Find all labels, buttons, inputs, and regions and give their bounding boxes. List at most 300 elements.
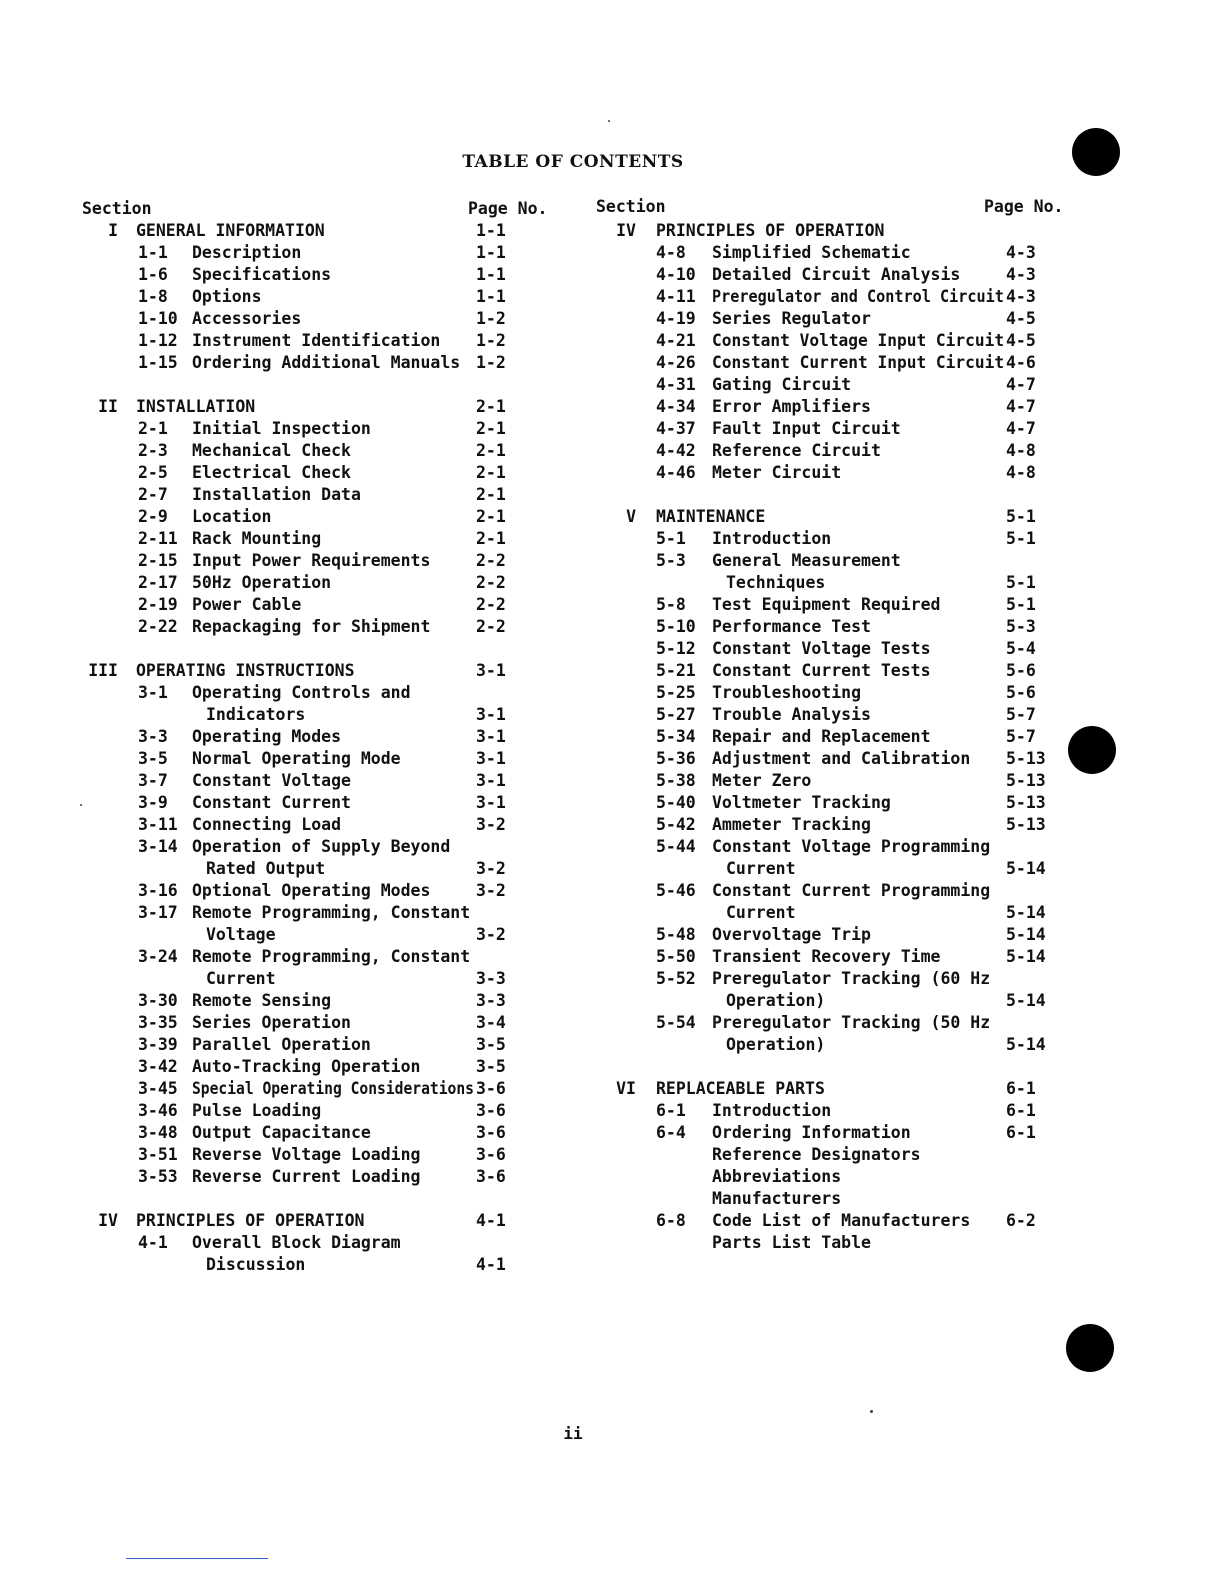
toc-entry [82,1122,562,1144]
toc-entry [82,1166,562,1188]
section-title: PRINCIPLES OF OPERATION [136,1211,365,1230]
page-number-ref: 4-1 [476,1255,506,1274]
page-number-ref: 4-3 [1006,265,1036,284]
section-numeral: III [88,661,118,680]
paragraph-number: 5-27 [656,705,696,724]
entry-title: Constant Voltage Input Circuit [712,331,1005,350]
toc-entry [596,1122,1076,1144]
toc-entry [82,572,562,594]
toc-entry [596,528,1076,550]
paragraph-number: 3-35 [138,1013,178,1032]
entry-title: Instrument Identification [192,331,441,350]
entry-title: Remote Programming, Constant [192,947,471,966]
toc-entry [596,462,1076,484]
paragraph-number: 2-17 [138,573,178,592]
toc-section-heading [596,506,1076,528]
paragraph-number: 4-26 [656,353,696,372]
paragraph-number: 5-46 [656,881,696,900]
toc-entry [596,836,1076,858]
entry-title: Operation) [726,1035,826,1054]
paragraph-number: 3-5 [138,749,168,768]
page-number-ref: 3-3 [476,991,506,1010]
entry-title: Trouble Analysis [712,705,871,724]
entry-title: Auto-Tracking Operation [192,1057,421,1076]
toc-entry [82,462,562,484]
entry-title: Options [192,287,262,306]
paragraph-number: 1-8 [138,287,168,306]
toc-entry-continuation [82,704,562,726]
page-number-ref: 6-1 [1006,1079,1036,1098]
entry-title: Code List of Manufacturers [712,1211,971,1230]
paragraph-number: 3-7 [138,771,168,790]
page-number-ref: 5-7 [1006,705,1036,724]
paragraph-number: 3-39 [138,1035,178,1054]
page-number-ref: 3-6 [476,1079,506,1098]
page-number-ref: 5-3 [1006,617,1036,636]
page-number-ref: 5-7 [1006,727,1036,746]
page-number-ref: 3-5 [476,1035,506,1054]
toc-entry [82,682,562,704]
entry-title: Detailed Circuit Analysis [712,265,961,284]
entry-title: Performance Test [712,617,871,636]
toc-entry [596,374,1076,396]
toc-entry [82,726,562,748]
entry-title: Meter Circuit [712,463,842,482]
toc-entry-continuation [596,902,1076,924]
toc-entry [82,286,562,308]
toc-entry [82,352,562,374]
entry-title: Rated Output [206,859,326,878]
page-number-ref: 3-1 [476,705,506,724]
toc-entry [82,748,562,770]
paragraph-number: 3-24 [138,947,178,966]
page-number-ref: 3-2 [476,859,506,878]
entry-title: Series Regulator [712,309,871,328]
binder-hole-icon [1066,1324,1114,1372]
page-number-ref: 5-6 [1006,683,1036,702]
page-number-ref: 3-1 [476,727,506,746]
paragraph-number: 5-40 [656,793,696,812]
page-number-ref: 1-2 [476,331,506,350]
entry-title: Transient Recovery Time [712,947,941,966]
toc-entry [596,792,1076,814]
page-number-ref: 3-6 [476,1167,506,1186]
paragraph-number: 5-48 [656,925,696,944]
paragraph-number: 2-1 [138,419,168,438]
page-number-ref: 4-3 [1006,243,1036,262]
toc-entry [82,1034,562,1056]
page-number-ref: 3-1 [476,661,506,680]
toc-entry [82,242,562,264]
entry-title: Optional Operating Modes [192,881,431,900]
entry-title: Output Capacitance [192,1123,371,1142]
blank-line [82,374,562,396]
page-number-ref: 5-1 [1006,595,1036,614]
entry-title: Constant Current Input Circuit [712,353,1005,372]
page-number-ref: 5-13 [1006,815,1046,834]
toc-entry [82,484,562,506]
blank-line [82,638,562,660]
toc-entry [82,506,562,528]
page-number-ref: 1-2 [476,309,506,328]
paragraph-number: 2-5 [138,463,168,482]
page-number-ref: 6-1 [1006,1123,1036,1142]
section-numeral: VI [616,1079,636,1098]
page-number-ref: 5-14 [1006,991,1046,1010]
entry-title: Ammeter Tracking [712,815,871,834]
toc-entry-continuation [82,968,562,990]
page-number-ref: 5-1 [1006,573,1036,592]
toc-entry [596,814,1076,836]
toc-entry [596,418,1076,440]
entry-title: Operation) [726,991,826,1010]
page-number-ref: 4-5 [1006,331,1036,350]
page-number-ref: 5-14 [1006,903,1046,922]
toc-column-left [82,198,562,1276]
page-number-ref: 3-3 [476,969,506,988]
paragraph-number: 2-22 [138,617,178,636]
entry-title: Normal Operating Mode [192,749,401,768]
section-title: OPERATING INSTRUCTIONS [136,661,355,680]
toc-entry-continuation [596,1034,1076,1056]
entry-title: Constant Voltage Tests [712,639,931,658]
entry-title: Power Cable [192,595,302,614]
toc-section-heading [596,1078,1076,1100]
toc-entry [596,638,1076,660]
section-title: MAINTENANCE [656,507,766,526]
paragraph-number: 3-53 [138,1167,178,1186]
paragraph-number: 2-7 [138,485,168,504]
paragraph-number: 5-21 [656,661,696,680]
section-header: Section [82,199,152,218]
toc-entry [596,594,1076,616]
entry-title: Constant Current Programming [712,881,991,900]
toc-entry-continuation [82,1254,562,1276]
toc-entry [82,1100,562,1122]
toc-entry [82,418,562,440]
toc-entry [596,1012,1076,1034]
entry-title: Reference Circuit [712,441,881,460]
entry-title: Repackaging for Shipment [192,617,431,636]
toc-entry [82,616,562,638]
paragraph-number: 5-36 [656,749,696,768]
page-number-ref: 4-7 [1006,375,1036,394]
toc-entry [596,264,1076,286]
toc-entry [596,286,1076,308]
toc-entry [82,902,562,924]
paragraph-number: 1-1 [138,243,168,262]
page-number-ref: 3-6 [476,1145,506,1164]
page-number-ref: 5-1 [1006,507,1036,526]
paragraph-number: 3-42 [138,1057,178,1076]
page-number-ref: 5-1 [1006,529,1036,548]
page-number-ref: 4-1 [476,1211,506,1230]
page-number-ref: 5-13 [1006,793,1046,812]
paragraph-number: 4-31 [656,375,696,394]
paragraph-number: 2-19 [138,595,178,614]
toc-entry [82,528,562,550]
toc-entry [82,330,562,352]
page-number-ref: 2-1 [476,485,506,504]
paragraph-number: 3-9 [138,793,168,812]
paragraph-number: 5-8 [656,595,686,614]
entry-title: Test Equipment Required [712,595,941,614]
page-number-ref: 3-6 [476,1101,506,1120]
page-number-ref: 2-1 [476,441,506,460]
entry-title: Ordering Additional Manuals [192,353,461,372]
toc-entry [82,308,562,330]
toc-entry [596,242,1076,264]
entry-title: Remote Sensing [192,991,332,1010]
page-number-ref: 2-1 [476,529,506,548]
toc-entry-continuation [596,858,1076,880]
section-numeral: II [98,397,118,416]
entry-title: Installation Data [192,485,361,504]
section-header: Section [596,197,666,216]
entry-title: Electrical Check [192,463,351,482]
toc-entry [596,682,1076,704]
entry-title: Constant Voltage [192,771,351,790]
entry-title: Connecting Load [192,815,342,834]
paragraph-number: 6-1 [656,1101,686,1120]
page-number-ref: 1-1 [476,243,506,262]
page-no-header: Page No. [984,197,1064,216]
entry-title: Preregulator and Control Circuit [712,287,1004,306]
toc-entry [596,726,1076,748]
paragraph-number: 5-50 [656,947,696,966]
toc-entry [596,1166,1076,1188]
page-number-ref: 3-6 [476,1123,506,1142]
toc-section-heading [82,1210,562,1232]
entry-title: Abbreviations [712,1167,842,1186]
entry-title: 50Hz Operation [192,573,332,592]
toc-entry [596,924,1076,946]
entry-title: Operation of Supply Beyond [192,837,451,856]
paragraph-number: 5-54 [656,1013,696,1032]
paragraph-number: 5-10 [656,617,696,636]
scan-speck [608,120,610,122]
paragraph-number: 2-15 [138,551,178,570]
entry-title: Reverse Current Loading [192,1167,421,1186]
page-number-ref: 1-1 [476,265,506,284]
page-number-ref: 2-1 [476,463,506,482]
entry-title: Overall Block Diagram [192,1233,401,1252]
toc-entry [596,880,1076,902]
entry-title: Current [726,903,796,922]
entry-title: Overvoltage Trip [712,925,871,944]
page-number-ref: 5-6 [1006,661,1036,680]
toc-section-heading [82,220,562,242]
paragraph-number: 5-44 [656,837,696,856]
entry-title: Repair and Replacement [712,727,931,746]
toc-entry [596,396,1076,418]
toc-entry [82,550,562,572]
paragraph-number: 1-12 [138,331,178,350]
toc-entry [596,770,1076,792]
page-number-ref: 5-14 [1006,1035,1046,1054]
paragraph-number: 3-14 [138,837,178,856]
section-numeral: IV [98,1211,118,1230]
page-number-ref: 1-1 [476,287,506,306]
toc-entry [596,1210,1076,1232]
toc-section-heading [596,220,1076,242]
entry-title: Description [192,243,302,262]
paragraph-number: 3-1 [138,683,168,702]
paragraph-number: 3-45 [138,1079,178,1098]
paragraph-number: 4-1 [138,1233,168,1252]
entry-title: Fault Input Circuit [712,419,901,438]
paragraph-number: 4-19 [656,309,696,328]
entry-title: Pulse Loading [192,1101,322,1120]
paragraph-number: 4-10 [656,265,696,284]
paragraph-number: 4-34 [656,397,696,416]
page-number-ref: 4-8 [1006,441,1036,460]
toc-entry [596,660,1076,682]
toc-entry [596,946,1076,968]
paragraph-number: 3-30 [138,991,178,1010]
entry-title: Preregulator Tracking (60 Hz [712,969,991,988]
toc-column-right [596,198,1076,1254]
entry-title: Voltage [206,925,276,944]
page-number-ref: 3-2 [476,881,506,900]
page-number-ref: 3-2 [476,815,506,834]
entry-title: Gating Circuit [712,375,852,394]
entry-title: Current [726,859,796,878]
scan-speck [870,1410,873,1413]
binder-hole-icon [1068,726,1116,774]
section-title: GENERAL INFORMATION [136,221,325,240]
entry-title: Preregulator Tracking (50 Hz [712,1013,991,1032]
paragraph-number: 1-10 [138,309,178,328]
page-number-ref: 1-1 [476,221,506,240]
page-number-ref: 2-2 [476,617,506,636]
entry-title: Rack Mounting [192,529,322,548]
entry-title: Meter Zero [712,771,812,790]
entry-title: Operating Controls and [192,683,411,702]
paragraph-number: 3-16 [138,881,178,900]
toc-entry [596,1188,1076,1210]
toc-section-heading [82,396,562,418]
section-title: PRINCIPLES OF OPERATION [656,221,885,240]
binder-hole-icon [1072,128,1120,176]
page-number-ref: 4-8 [1006,463,1036,482]
entry-title: Constant Current Tests [712,661,931,680]
toc-entry [596,748,1076,770]
toc-entry [596,550,1076,572]
entry-title: Reference Designators [712,1145,921,1164]
toc-entry [82,1012,562,1034]
entry-title: Introduction [712,529,832,548]
entry-title: Remote Programming, Constant [192,903,471,922]
paragraph-number: 4-46 [656,463,696,482]
paragraph-number: 4-21 [656,331,696,350]
page-number-ref: 4-7 [1006,397,1036,416]
entry-title: Discussion [206,1255,306,1274]
paragraph-number: 5-34 [656,727,696,746]
toc-entry [596,968,1076,990]
entry-title: Reverse Voltage Loading [192,1145,421,1164]
toc-entry [82,1232,562,1254]
entry-title: Troubleshooting [712,683,862,702]
section-title: INSTALLATION [136,397,256,416]
toc-entry-continuation [82,924,562,946]
page-number-ref: 5-14 [1006,859,1046,878]
toc-entry [596,1100,1076,1122]
entry-title: Parts List Table [712,1233,871,1252]
entry-title: Indicators [206,705,306,724]
page-title: TABLE OF CONTENTS [462,152,684,172]
page-number-ref: 3-4 [476,1013,506,1032]
toc-entry [596,616,1076,638]
toc-entry [82,792,562,814]
toc-entry-continuation [82,858,562,880]
entry-title: Initial Inspection [192,419,371,438]
paragraph-number: 2-9 [138,507,168,526]
page-number-ref: 5-13 [1006,749,1046,768]
page-number-ref: 2-2 [476,595,506,614]
blank-line [82,1188,562,1210]
toc-entry [596,1232,1076,1254]
entry-title: Techniques [726,573,826,592]
entry-title: Error Amplifiers [712,397,871,416]
column-header [596,196,1076,218]
toc-entry [596,440,1076,462]
toc-entry [82,1078,562,1100]
toc-entry [82,770,562,792]
page-number-ref: 2-1 [476,397,506,416]
toc-entry [596,308,1076,330]
page-number-ref: 3-2 [476,925,506,944]
paragraph-number: 2-11 [138,529,178,548]
paragraph-number: 3-51 [138,1145,178,1164]
section-numeral: V [626,507,636,526]
entry-title: General Measurement [712,551,901,570]
page-number-ref: 2-2 [476,551,506,570]
paragraph-number: 5-42 [656,815,696,834]
entry-title: Adjustment and Calibration [712,749,971,768]
toc-entry [82,880,562,902]
toc-entry-continuation [596,990,1076,1012]
section-numeral: IV [616,221,636,240]
page-number-ref: 5-14 [1006,925,1046,944]
toc-entry [82,836,562,858]
entry-title: Location [192,507,272,526]
entry-title: Introduction [712,1101,832,1120]
entry-title: Manufacturers [712,1189,842,1208]
paragraph-number: 1-6 [138,265,168,284]
footer-rule [126,1558,268,1559]
paragraph-number: 5-25 [656,683,696,702]
toc-entry-continuation [596,572,1076,594]
entry-title: Specifications [192,265,332,284]
column-header [82,198,562,220]
paragraph-number: 5-52 [656,969,696,988]
page-number-ref: 6-2 [1006,1211,1036,1230]
entry-title: Accessories [192,309,302,328]
toc-entry [82,990,562,1012]
section-title: REPLACEABLE PARTS [656,1079,825,1098]
page-number-ref: 5-14 [1006,947,1046,966]
entry-title: Voltmeter Tracking [712,793,891,812]
entry-title: Constant Voltage Programming [712,837,991,856]
page-number-ref: 3-1 [476,771,506,790]
page-number-ref: 3-1 [476,749,506,768]
toc-entry [596,704,1076,726]
entry-title: Operating Modes [192,727,342,746]
page-number-ref: 2-1 [476,419,506,438]
entry-title: Current [206,969,276,988]
paragraph-number: 1-15 [138,353,178,372]
